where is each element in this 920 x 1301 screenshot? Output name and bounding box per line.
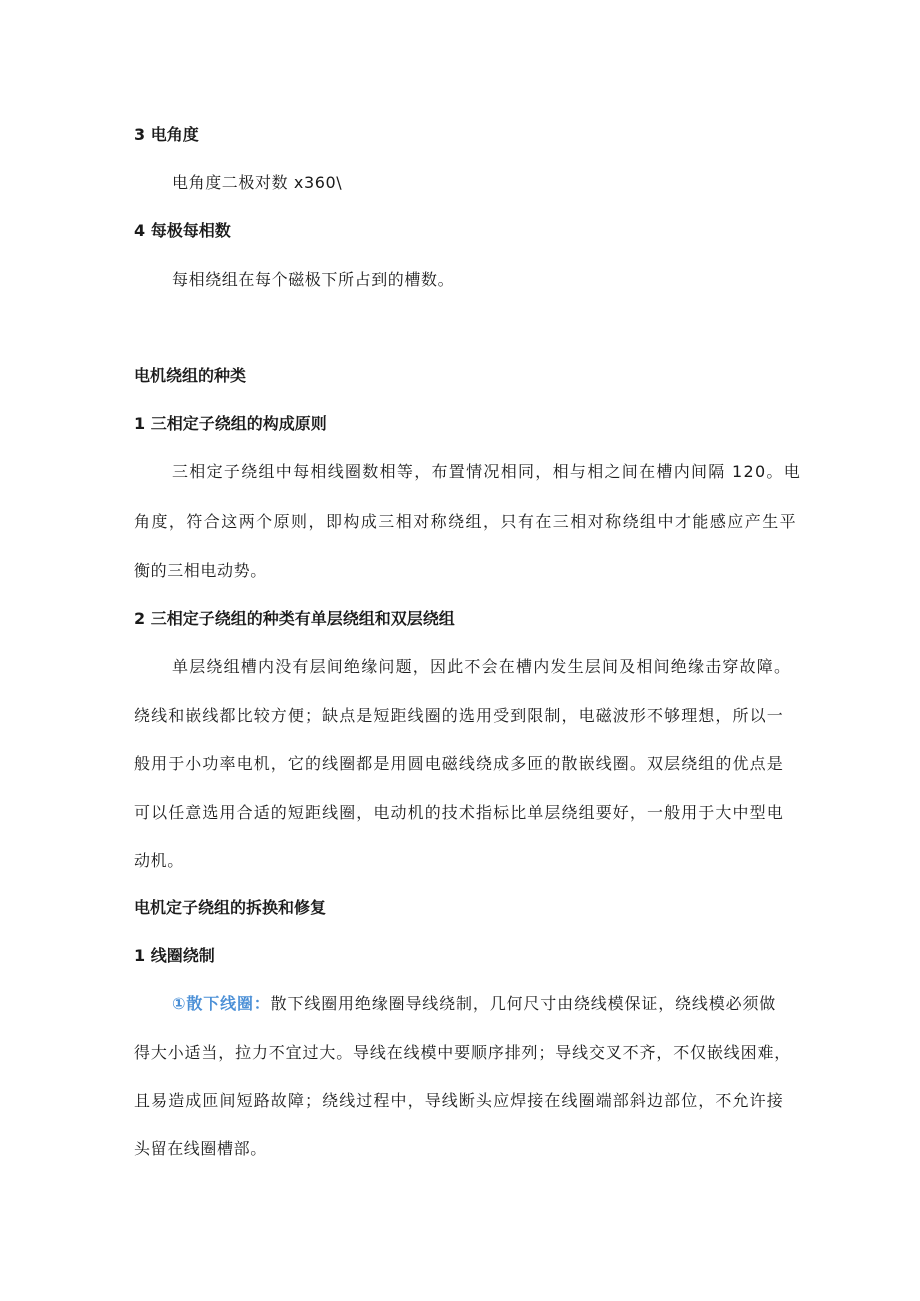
paragraph-line: 般用于小功率电机，它的线圈都是用圆电磁线绕成多匝的散嵌线圈。双层绕组的优点是 (134, 754, 784, 773)
section-title-repair: 电机定子绕组的拆换和修复 (134, 898, 327, 917)
section-title-winding-types: 电机绕组的种类 (134, 366, 247, 385)
paragraph-line: 单层绕组槽内没有层间绝缘问题，因此不会在槽内发生层间及相间绝缘击穿故障。 (172, 657, 792, 676)
paragraph-line: 得大小适当，拉力不宜过大。导线在线模中要顺序排列；导线交叉不齐，不仅嵌线困难， (134, 1043, 792, 1062)
paragraph-line (172, 992, 776, 1016)
heading-coil-winding: 1 线圈绕制 (134, 946, 215, 965)
paragraph-line-text: 散下线圈用绝缘圈导线绕制，几何尺寸由绕线模保证，绕线模必须做 (270, 994, 777, 1013)
slots-per-pole-text: 每相绕组在每个磁极下所占到的槽数。 (172, 270, 455, 289)
electrical-angle-formula: 电角度二极对数 x360\ (172, 173, 343, 192)
paragraph-line: 头留在线圈槽部。 (134, 1139, 267, 1158)
paragraph-line: 动机。 (134, 851, 184, 870)
paragraph-line: 三相定子绕组中每相线圈数相等，布置情况相同，相与相之间在槽内间隔 120。电 (172, 462, 802, 481)
paragraph-line: 可以任意选用合适的短距线圈，电动机的技术指标比单层绕组要好，一般用于大中型电 (134, 803, 784, 822)
paragraph-line: 且易造成匝间短路故障；绕线过程中，导线断头应焊接在线圈端部斜边部位，不允许接 (134, 1091, 784, 1110)
heading-electrical-angle: 3 电角度 (134, 125, 199, 144)
scattered-coil-label: ①散下线圈： (172, 994, 271, 1013)
paragraph-line: 绕线和嵌线都比较方便；缺点是短距线圈的选用受到限制，电磁波形不够理想，所以一 (134, 706, 784, 725)
heading-slots-per-pole-per-phase: 4 每极每相数 (134, 221, 231, 240)
heading-composition-principle: 1 三相定子绕组的构成原则 (134, 414, 327, 433)
heading-winding-types: 2 三相定子绕组的种类有单层绕组和双层绕组 (134, 609, 455, 628)
paragraph-line: 角度，符合这两个原则，即构成三相对称绕组，只有在三相对称绕组中才能感应产生平 (134, 512, 798, 531)
paragraph-line: 衡的三相电动势。 (134, 561, 267, 580)
